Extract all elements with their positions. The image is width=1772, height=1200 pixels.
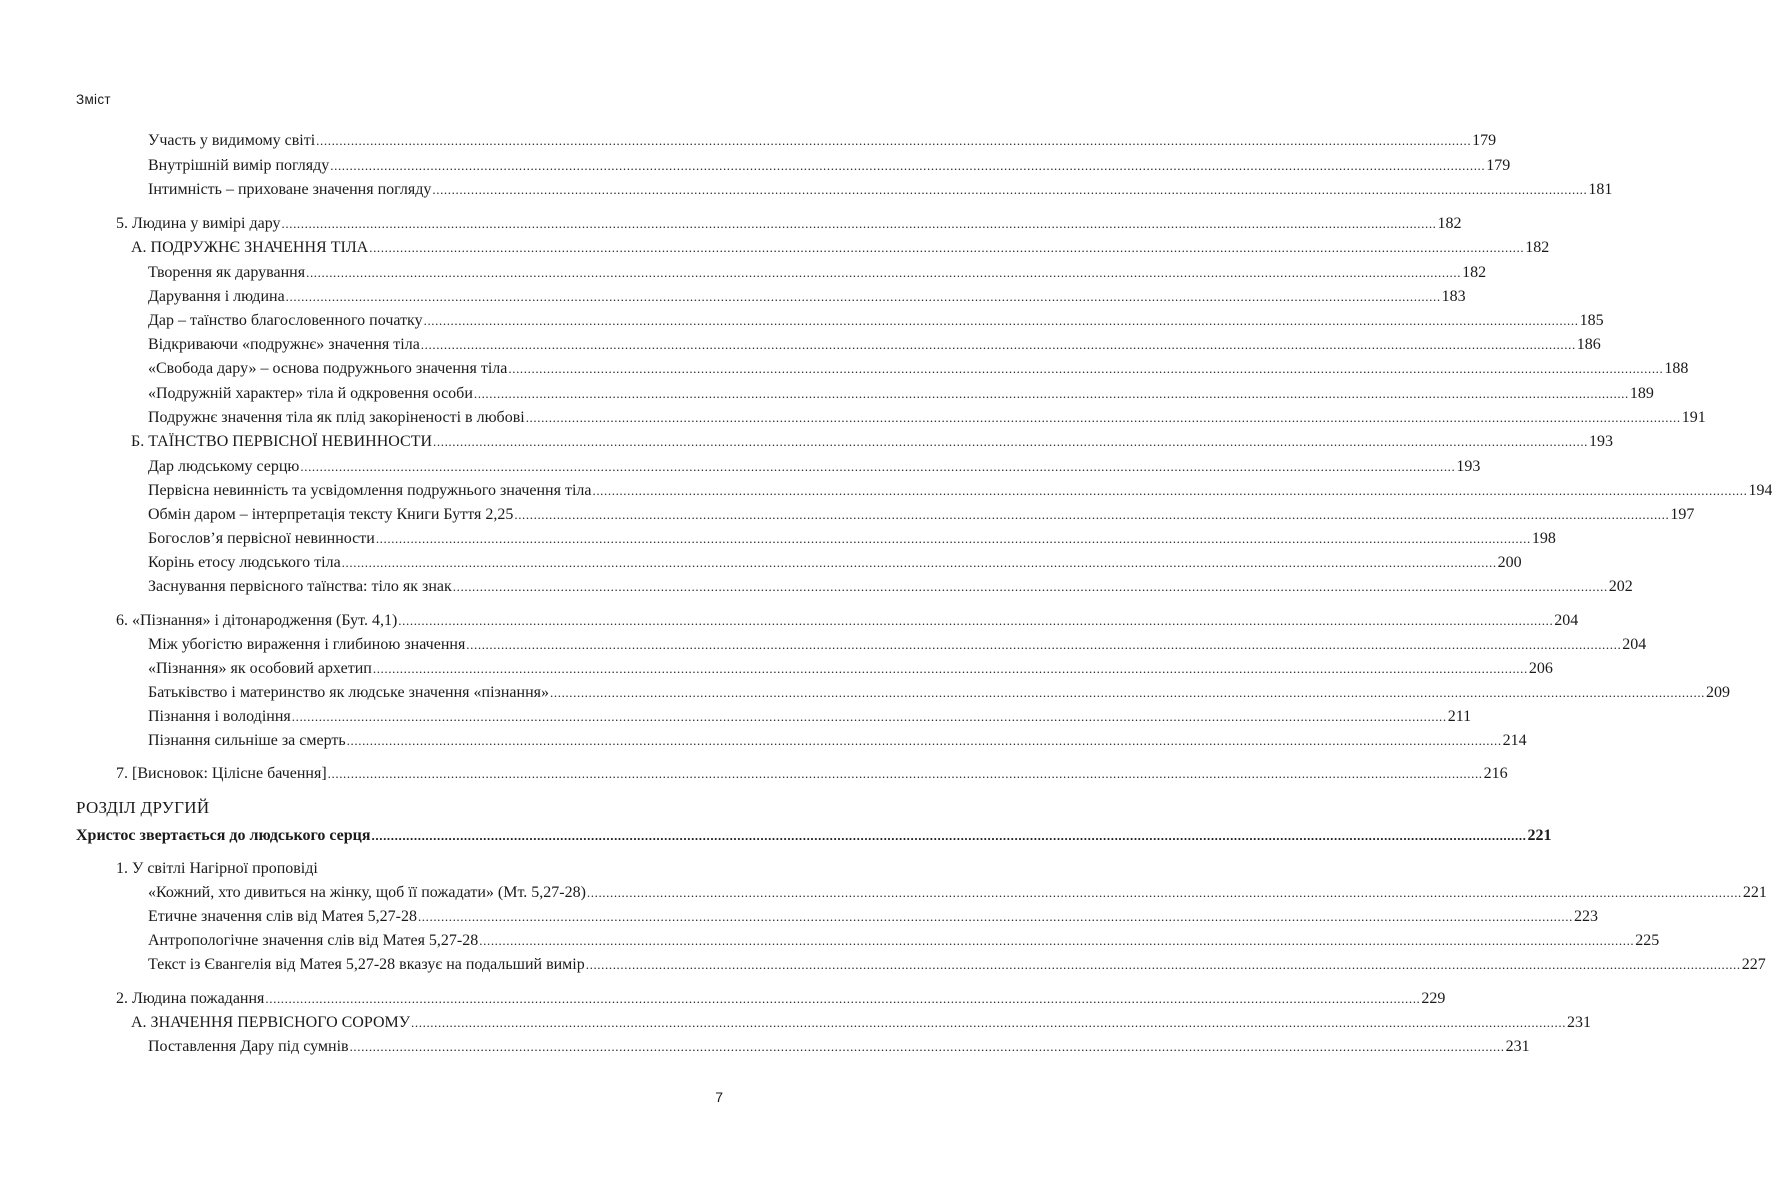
toc-entry-title: Антропологічне значення слів від Матея 5,27-28 [148,932,479,949]
toc-entry-page: 204 [1622,636,1647,653]
toc-entry-page: 193 [1589,433,1614,450]
toc-entry-page: 197 [1670,506,1695,523]
toc-entry-title: Пізнання сильніше за смерть [148,732,346,749]
dot-leader: ............................................................................................................................................................................................................................................................................................................ [291,709,1447,724]
toc-entry[interactable] [131,1012,1592,1034]
toc-entry-title: Дар – таїнство благословенного початку [148,312,423,329]
toc-entry[interactable] [148,407,1706,429]
toc-entry-page: 179 [1486,157,1511,174]
toc-entry[interactable] [148,906,1598,928]
dot-leader: ............................................................................................................................................................................................................................................................................................................ [423,313,1579,328]
dot-leader: ............................................................................................................................................................................................................................................................................................................ [417,909,1573,924]
toc-entry-title: Б. ТАЇНСТВО ПЕРВІСНОЇ НЕВИННОСТИ [131,433,433,450]
toc-entry[interactable] [148,334,1601,356]
dot-leader: ............................................................................................................................................................................................................................................................................................................ [369,240,1525,255]
toc-entry-page: 214 [1502,732,1527,749]
toc-entry-title: Первісна невинність та усвідомлення подружнього значення тіла [148,482,592,499]
toc-entry-page: 194 [1748,482,1772,499]
toc-entry[interactable] [148,930,1660,952]
toc-entry-title: «Свобода дару» – основа подружнього значення тіла [148,360,508,377]
toc-entry-title: Богослов’я первісної невинности [148,530,375,547]
dot-leader: ............................................................................................................................................................................................................................................................................................................ [349,1039,1505,1054]
toc-entry[interactable] [116,763,1508,785]
toc-entry[interactable] [148,310,1604,332]
toc-entry-title: Між убогістю вираження і глибиною значення [148,636,466,653]
toc-entry-title: Дарування і людина [148,288,285,305]
dot-leader: ............................................................................................................................................................................................................................................................................................................ [330,158,1486,173]
running-head: Зміст [76,92,111,107]
toc-entry-page: 179 [1472,132,1497,149]
toc-entry-title: «Пізнання» як особовий архетип [148,660,372,677]
toc-entry-title: Дар людському серцю [148,458,300,475]
toc-entry-title: Батьківство і материнство як людське значення «пізнання» [148,684,550,701]
dot-leader: ............................................................................................................................................................................................................................................................................................................ [592,483,1748,498]
toc-entry[interactable] [148,383,1654,405]
toc-entry-title: Обмін даром – інтерпретація тексту Книги Буття 2,25 [148,506,514,523]
part-heading: РОЗДІЛ ДРУГИЙ [76,798,210,817]
toc-entry[interactable] [148,954,1766,976]
dot-leader: ............................................................................................................................................................................................................................................................................................................ [316,133,1472,148]
dot-leader: ............................................................................................................................................................................................................................................................................................................ [479,933,1635,948]
dot-leader: ............................................................................................................................................................................................................................................................................................................ [371,828,1527,843]
dot-leader: ............................................................................................................................................................................................................................................................................................................ [372,661,1528,676]
toc-entry-page: 229 [1421,990,1446,1007]
toc-entry-page: 202 [1608,578,1633,595]
toc-entry[interactable] [148,634,1647,656]
toc-entry-page: 188 [1664,360,1689,377]
toc-entry-title: Заснування первісного таїнства: тіло як знак [148,578,452,595]
toc-entry[interactable] [116,988,1446,1010]
toc-entry-page: 193 [1456,458,1481,475]
toc-entry-page: 204 [1554,612,1579,629]
toc-entry[interactable] [148,882,1767,904]
toc-entry-page: 189 [1629,385,1654,402]
toc-entry-title: 1. У світлі Нагірної проповіді [116,860,318,877]
dot-leader: ............................................................................................................................................................................................................................................................................................................ [432,182,1588,197]
toc-entry-page: 186 [1576,336,1601,353]
toc-entry-page: 200 [1497,554,1522,571]
toc-entry-title: Корінь етосу людського тіла [148,554,341,571]
toc-entry[interactable] [148,262,1487,284]
dot-leader: ............................................................................................................................................................................................................................................................................................................ [306,265,1462,280]
toc-entry-title: 7. [Висновок: Цілісне бачення] [116,765,327,782]
toc-entry-page: 231 [1567,1014,1592,1031]
toc-entry-title: Поставлення Дару під сумнів [148,1038,349,1055]
dot-leader: ............................................................................................................................................................................................................................................................................................................ [346,733,1502,748]
toc-entry-page: 216 [1483,765,1508,782]
toc-entry[interactable] [131,431,1614,453]
toc-entry-title: 2. Людина пожадання [116,990,265,1007]
toc-chapter-entry[interactable] [76,825,1552,847]
toc-entry[interactable] [148,730,1527,752]
toc-entry-title: 5. Людина у вимірі дару [116,215,281,232]
toc-entry-title: Внутрішній вимір погляду [148,157,330,174]
toc-entry-title: А. ЗНАЧЕННЯ ПЕРВІСНОГО СОРОМУ [131,1014,411,1031]
dot-leader: ............................................................................................................................................................................................................................................................................................................ [341,555,1497,570]
toc-entry-title: «Кожний, хто дивиться на жінку, щоб її пожадати» (Мт. 5,27-28) [148,884,586,901]
toc-entry-title: Подружнє значення тіла як плід закоріненості в любові [148,409,525,426]
dot-leader: ............................................................................................................................................................................................................................................................................................................ [433,434,1589,449]
toc-entry-title: А. ПОДРУЖНЄ ЗНАЧЕННЯ ТІЛА [131,239,369,256]
toc-entry-title: «Подружній характер» тіла й одкровення особи [148,385,473,402]
toc-entry-page: 223 [1573,908,1598,925]
toc-entry-page: 231 [1505,1038,1530,1055]
toc-entry-page: 206 [1528,660,1553,677]
toc-entry-page: 182 [1437,215,1462,232]
toc-entry[interactable] [148,682,1731,704]
toc-entry[interactable] [148,706,1472,728]
dot-leader: ............................................................................................................................................................................................................................................................................................................ [525,410,1681,425]
toc-entry-title: Інтимність – приховане значення погляду [148,181,432,198]
toc-entry-page: 182 [1525,239,1550,256]
toc-entry-page: 181 [1588,181,1613,198]
page-number: 7 [715,1089,723,1105]
toc-entry[interactable] [148,155,1511,177]
dot-leader: ............................................................................................................................................................................................................................................................................................................ [586,885,1742,900]
toc-entry-title: Текст із Євангелія від Матея 5,27-28 вказує на подальший вимір [148,956,585,973]
dot-leader: ............................................................................................................................................................................................................................................................................................................ [300,459,1456,474]
toc-entry[interactable] [148,130,1497,152]
toc-entry-title: Відкриваючи «подружнє» значення тіла [148,336,420,353]
toc-entry-page: 191 [1681,409,1706,426]
toc-entry[interactable] [148,552,1522,574]
toc-entry[interactable] [148,528,1556,550]
dot-leader: ............................................................................................................................................................................................................................................................................................................ [411,1015,1567,1030]
toc-entry-title: Пізнання і володіння [148,708,291,725]
dot-leader: ............................................................................................................................................................................................................................................................................................................ [327,766,1483,781]
toc-entry-page: 225 [1635,932,1660,949]
toc-entry-page: 227 [1741,956,1766,973]
dot-leader: ............................................................................................................................................................................................................................................................................................................ [550,685,1706,700]
toc-entry[interactable] [148,1036,1530,1058]
dot-leader: ............................................................................................................................................................................................................................................................................................................ [281,216,1437,231]
toc-entry[interactable] [116,610,1579,632]
toc-entry-title: Участь у видимому світі [148,132,316,149]
toc-entry[interactable] [148,358,1689,380]
dot-leader: ............................................................................................................................................................................................................................................................................................................ [420,337,1576,352]
toc-entry[interactable] [148,456,1481,478]
toc-entry[interactable] [148,658,1553,680]
toc-entry-title: Етичне значення слів від Матея 5,27-28 [148,908,417,925]
dot-leader: ............................................................................................................................................................................................................................................................................................................ [514,507,1670,522]
toc-entry[interactable] [148,504,1695,526]
toc-entry[interactable] [116,213,1462,235]
toc-entry[interactable] [148,576,1633,598]
dot-leader: ............................................................................................................................................................................................................................................................................................................ [452,579,1608,594]
dot-leader: ............................................................................................................................................................................................................................................................................................................ [285,289,1441,304]
toc-entry-page: 183 [1441,288,1466,305]
toc-entry[interactable] [131,237,1550,259]
dot-leader: ............................................................................................................................................................................................................................................................................................................ [466,637,1622,652]
toc-entry-page: 185 [1579,312,1604,329]
toc-entry-title: 6. «Пізнання» і дітонародження (Бут. 4,1) [116,612,398,629]
toc-entry[interactable] [148,179,1613,201]
toc-entry-page: 198 [1531,530,1556,547]
toc-entry[interactable] [116,858,318,880]
toc-entry-page: 209 [1706,684,1731,701]
dot-leader: ............................................................................................................................................................................................................................................................................................................ [375,531,1531,546]
dot-leader: ............................................................................................................................................................................................................................................................................................................ [398,613,1554,628]
dot-leader: ............................................................................................................................................................................................................................................................................................................ [265,991,1421,1006]
toc-entry[interactable] [148,480,1772,502]
toc-entry-title: Творення як дарування [148,264,306,281]
dot-leader: ............................................................................................................................................................................................................................................................................................................ [473,386,1629,401]
dot-leader: ............................................................................................................................................................................................................................................................................................................ [585,957,1741,972]
toc-entry-page: 182 [1462,264,1487,281]
toc-entry-page: 221 [1742,884,1767,901]
toc-entry-title: Христос звертається до людського серця [76,827,371,844]
toc-entry-page: 221 [1527,827,1552,844]
dot-leader: ............................................................................................................................................................................................................................................................................................................ [508,361,1664,376]
toc-entry[interactable] [148,286,1466,308]
toc-entry-page: 211 [1447,708,1472,725]
